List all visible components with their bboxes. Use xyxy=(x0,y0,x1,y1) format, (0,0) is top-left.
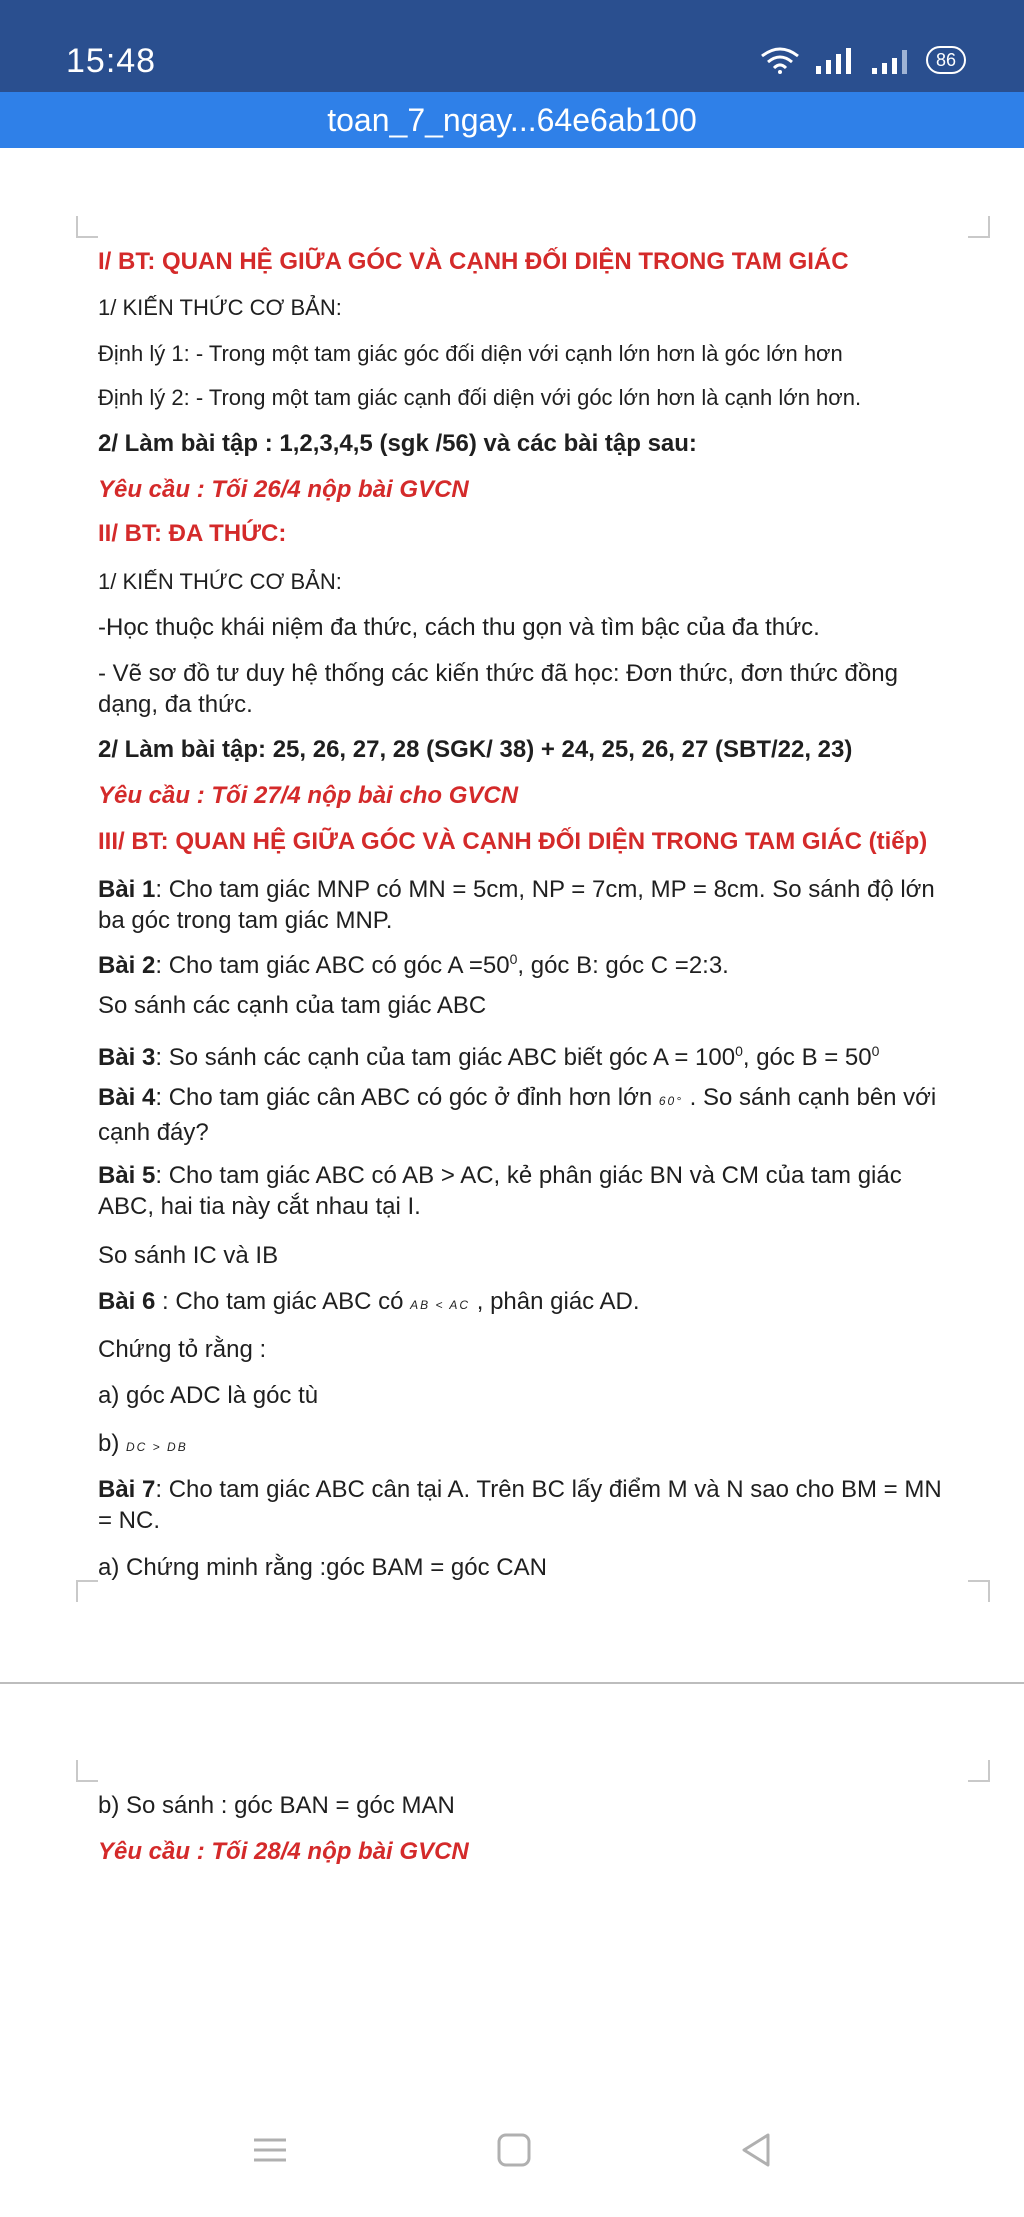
inequality-formula: AB < AC xyxy=(410,1298,471,1312)
battery-indicator: 86 xyxy=(926,46,966,74)
exercise-list-1: 2/ Làm bài tập : 1,2,3,4,5 (sgk /56) và các bài tập sau: xyxy=(98,430,697,457)
section-heading-2: II/ BT: ĐA THỨC: xyxy=(98,520,287,547)
exercise-1 xyxy=(98,874,958,936)
exercise-4 xyxy=(98,1082,958,1148)
document-title: toan_7_ngay...64e6ab100 xyxy=(327,102,697,138)
exercise-label: Bài 3 xyxy=(98,1044,156,1071)
status-bar xyxy=(0,0,1024,92)
exercise-5-question: So sánh IC và IB xyxy=(98,1242,279,1269)
page-corner-mark xyxy=(968,216,990,238)
exercise-text: , góc B: góc C =2:3. xyxy=(517,952,729,979)
exercise-text: : Cho tam giác ABC có AB > AC, kẻ phân giác BN và CM của tam giác ABC, hai tia này cắt nhau tại I. xyxy=(98,1162,902,1220)
exercise-text: , phân giác AD. xyxy=(470,1288,640,1315)
degree-value: 60° xyxy=(658,1094,684,1108)
signal-icon xyxy=(814,46,856,74)
status-icons xyxy=(760,46,966,74)
part-b-7: b) So sánh : góc BAN = góc MAN xyxy=(98,1792,455,1819)
exercise-label: Bài 4 xyxy=(98,1084,156,1111)
back-triangle-icon[interactable] xyxy=(736,2130,776,2170)
exercise-2 xyxy=(98,944,958,981)
exercise-text: , góc B = 50 xyxy=(742,1044,872,1071)
part-b-6 xyxy=(98,1428,958,1463)
degree-superscript: 0 xyxy=(735,1043,743,1059)
page-separator xyxy=(0,1682,1024,1684)
section-heading-3: III/ BT: QUAN HỆ GIỮA GÓC VÀ CẠNH ĐỐI DIỆN TRONG TAM GIÁC (tiếp) xyxy=(98,828,928,855)
wifi-icon xyxy=(760,46,800,74)
study-instruction: -Học thuộc khái niệm đa thức, cách thu gọn và tìm bậc của đa thức. xyxy=(98,614,820,641)
page-corner-mark xyxy=(968,1760,990,1782)
exercise-text: : Cho tam giác ABC cân tại A. Trên BC lấy điểm M và N sao cho BM = MN = NC. xyxy=(98,1476,942,1534)
section-heading-1: I/ BT: QUAN HỆ GIỮA GÓC VÀ CẠNH ĐỐI DIỆN TRONG TAM GIÁC xyxy=(98,248,849,275)
page-corner-mark xyxy=(76,216,98,238)
requirement-3: Yêu cầu : Tối 28/4 nộp bài GVCN xyxy=(98,1838,469,1865)
exercise-text: . So sánh cạnh bên với cạnh đáy? xyxy=(98,1084,937,1146)
exercise-6 xyxy=(98,1286,958,1321)
mindmap-instruction: - Vẽ sơ đồ tư duy hệ thống các kiến thức đã học: Đơn thức, đơn thức đồng dạng, đa thức. xyxy=(98,660,898,718)
status-time: 15:48 xyxy=(66,42,157,80)
part-label: b) xyxy=(98,1430,127,1457)
degree-superscript: 0 xyxy=(509,951,518,967)
exercise-text: : So sánh các cạnh của tam giác ABC biết góc A = 100 xyxy=(155,1044,736,1071)
basic-knowledge-heading: 1/ KIẾN THỨC CƠ BẢN: xyxy=(98,295,342,320)
requirement-1: Yêu cầu : Tối 26/4 nộp bài GVCN xyxy=(98,476,469,503)
exercise-label: Bài 1 xyxy=(98,876,156,903)
theorem-1: Định lý 1: - Trong một tam giác góc đối diện với cạnh lớn hơn là góc lớn hơn xyxy=(98,341,843,366)
inequality-formula: DC > DB xyxy=(126,1440,188,1454)
prove-prompt: Chứng tỏ rằng : xyxy=(98,1336,267,1363)
page-corner-mark xyxy=(968,1580,990,1602)
signal-icon-2 xyxy=(870,46,912,74)
exercise-label: Bài 5 xyxy=(98,1162,156,1189)
exercise-5 xyxy=(98,1160,958,1222)
page-corner-mark xyxy=(76,1580,98,1602)
page-corner-mark xyxy=(76,1760,98,1782)
theorem-2: Định lý 2: - Trong một tam giác cạnh đối diện với góc lớn hơn là cạnh lớn hơn. xyxy=(98,385,862,410)
part-a-6: a) góc ADC là góc tù xyxy=(98,1382,319,1409)
exercise-label: Bài 7 xyxy=(98,1476,156,1503)
document-title-bar xyxy=(0,92,1024,148)
degree-superscript: 0 xyxy=(871,1043,880,1059)
part-a-7: a) Chứng minh rằng :góc BAM = góc CAN xyxy=(98,1554,547,1581)
basic-knowledge-heading-2: 1/ KIẾN THỨC CƠ BẢN: xyxy=(98,569,342,594)
menu-icon[interactable] xyxy=(250,2130,290,2170)
exercise-text: : Cho tam giác cân ABC có góc ở đỉnh hơn lớn xyxy=(155,1084,659,1111)
exercise-list-2: 2/ Làm bài tập: 25, 26, 27, 28 (SGK/ 38) + 24, 25, 26, 27 (SBT/22, 23) xyxy=(98,736,853,763)
exercise-7 xyxy=(98,1474,958,1536)
exercise-2-question: So sánh các cạnh của tam giác ABC xyxy=(98,992,487,1019)
exercise-text: : Cho tam giác MNP có MN = 5cm, NP = 7cm, MP = 8cm. So sánh độ lớn ba góc trong tam giác MNP. xyxy=(98,876,935,934)
exercise-label: Bài 2 xyxy=(98,952,156,979)
system-nav-bar xyxy=(0,2100,1024,2200)
exercise-label: Bài 6 xyxy=(98,1288,156,1315)
exercise-text: : Cho tam giác ABC có xyxy=(155,1288,411,1315)
exercise-text: : Cho tam giác ABC có góc A =50 xyxy=(155,952,510,979)
exercise-3 xyxy=(98,1036,958,1073)
home-square-icon[interactable] xyxy=(494,2130,534,2170)
requirement-2: Yêu cầu : Tối 27/4 nộp bài cho GVCN xyxy=(98,782,519,809)
